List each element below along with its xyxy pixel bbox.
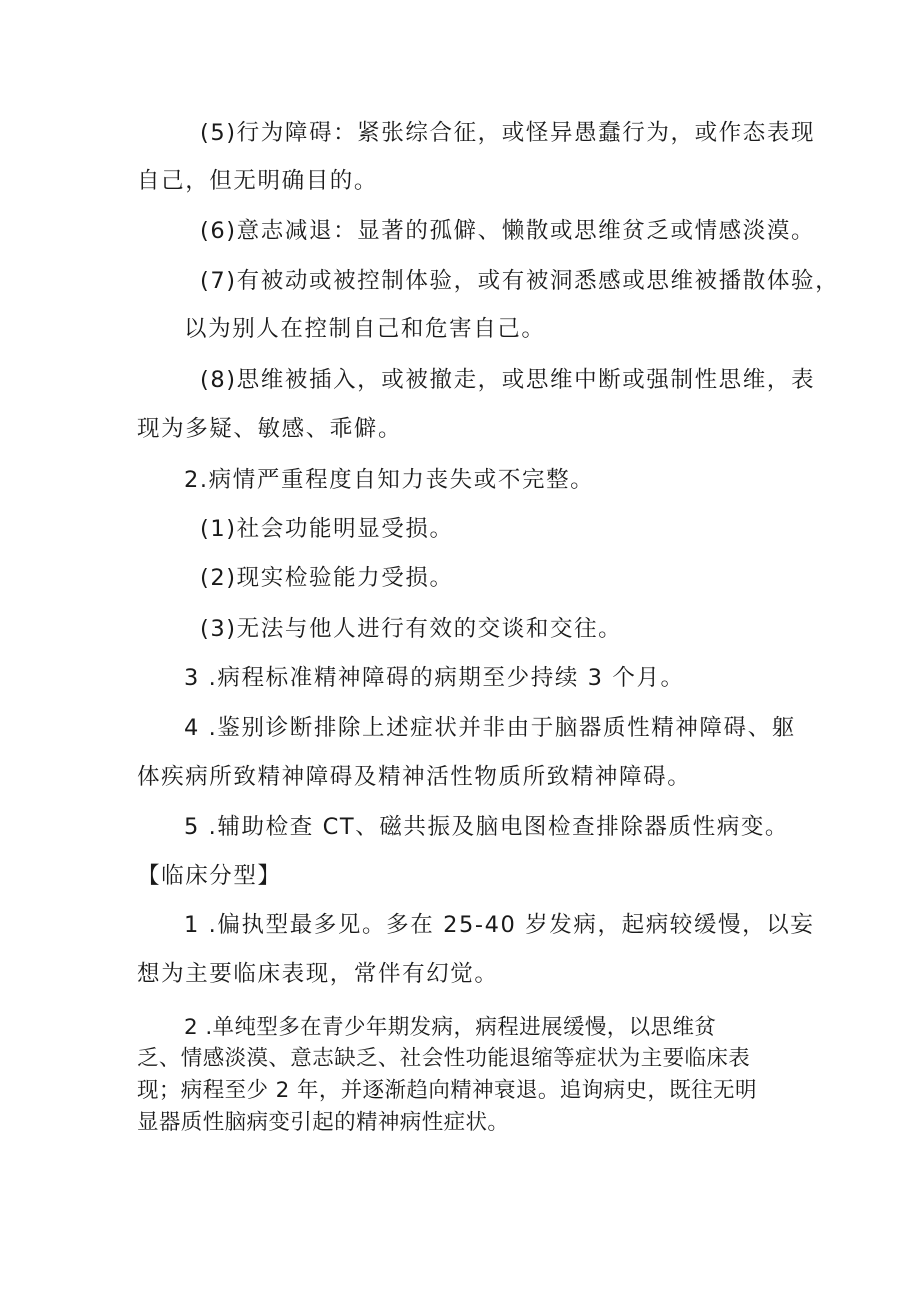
paragraph-behavior-disorder-line1: (5)行为障碍：紧张综合征，或怪异愚蠢行为，或作态表现 — [200, 120, 816, 146]
paragraph-thought-insertion-line2: 现为多疑、敏感、乖僻。 — [137, 416, 403, 442]
paragraph-will-decline: (6)意志减退：显著的孤僻、懒散或思维贫乏或情感淡漠。 — [200, 218, 816, 244]
type-simple-line4: 显器质性脑病变引起的精神病性症状。 — [137, 1110, 510, 1135]
severity-item-1: (1)社会功能明显受损。 — [200, 516, 454, 542]
paragraph-thought-insertion-line1: (8)思维被插入，或被撤走，或思维中断或强制性思维，表 — [200, 367, 816, 393]
type-simple-line1: 2 .单纯型多在青少年期发病，病程进展缓慢，以思维贫 — [184, 1015, 717, 1040]
severity-item-2: (2)现实检验能力受损。 — [200, 565, 454, 591]
type-simple-line3: 现；病程至少 2 年，并逐渐趋向精神衰退。追询病史，既往无明 — [137, 1078, 757, 1103]
section-differential-line1: 4 .鉴别诊断排除上述症状并非由于脑器质性精神障碍、躯 — [184, 715, 796, 741]
type-simple-line2: 乏、情感淡漠、意志缺乏、社会性功能退缩等症状为主要临床表 — [137, 1046, 751, 1071]
section-course: 3 .病程标准精神障碍的病期至少持续 3 个月。 — [184, 665, 685, 691]
type-paranoid-line2: 想为主要临床表现，常伴有幻觉。 — [137, 961, 499, 987]
type-paranoid-line1: 1 .偏执型最多见。多在 25-40 岁发病，起病较缓慢，以妄 — [184, 912, 815, 938]
paragraph-passive-experience-line1: (7)有被动或被控制体验，或有被洞悉感或思维被播散体验， — [200, 268, 840, 294]
heading-clinical-types: 【临床分型】 — [137, 863, 282, 889]
section-auxiliary-exam: 5 .辅助检查 CT、磁共振及脑电图检查排除器质性病变。 — [184, 814, 790, 840]
severity-item-3: (3)无法与他人进行有效的交谈和交往。 — [200, 616, 623, 642]
section-differential-line2: 体疾病所致精神障碍及精神活性物质所致精神障碍。 — [137, 764, 692, 790]
paragraph-behavior-disorder-line2: 自己，但无明确目的。 — [137, 168, 379, 194]
paragraph-passive-experience-line2: 以为别人在控制自己和危害自己。 — [184, 316, 546, 342]
section-severity: 2.病情严重程度自知力丧失或不完整。 — [184, 467, 595, 493]
